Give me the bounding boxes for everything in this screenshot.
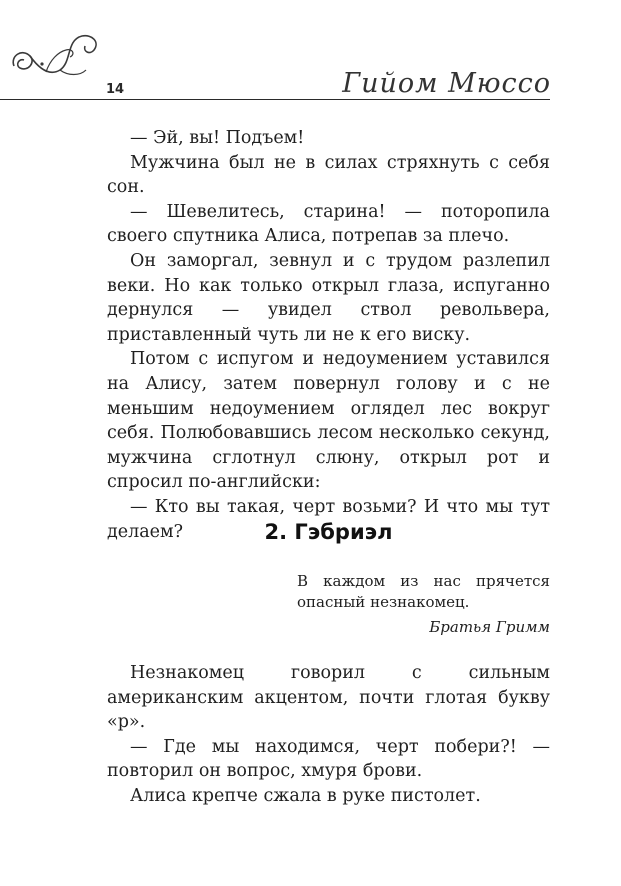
paragraph: — Где мы находимся, черт побери?! — повторил он вопрос, хмуря брови.: [107, 736, 550, 782]
chapter-title: 2. Гэбриэл: [264, 520, 393, 544]
page-header: [0, 0, 621, 110]
text-block-bottom: [107, 661, 550, 809]
epigraph-author: Братья Гримм: [429, 618, 550, 636]
paragraph: — Шевелитесь, старина! — поторопила своего спутника Алиса, потрепав за плечо.: [107, 201, 550, 247]
paragraph: — Эй, вы! Подъем!: [130, 128, 305, 148]
paragraph: Он заморгал, зевнул и с трудом разлепил веки. Но как только открыл глаза, испуганно дернулся — увидел ствол револьвера, приставленный чуть ли не к его виску.: [107, 250, 550, 345]
page-number: 14: [106, 82, 125, 97]
paragraph: — Кто вы такая, черт возьми? И что мы тут делаем?: [107, 496, 550, 542]
paragraph: Алиса крепче сжала в руке пистолет.: [130, 785, 481, 806]
paragraph: Незнакомец говорил с сильным американским акцентом, почти глотая букву «р».: [107, 663, 550, 733]
flourish-ornament-icon: [6, 26, 106, 86]
text-block-top: [107, 126, 550, 544]
running-head-author: Гийом Мюссо: [342, 68, 551, 99]
paragraph: Потом с испугом и недоумением уставился на Алису, затем повернул голову и с не меньшим недоумением оглядел лес вокруг себя. Полюбовавшись лесом несколько секунд, мужчина сглотнул слюну, открыл рот и спросил по-английски:: [107, 349, 550, 493]
paragraph: Мужчина был не в силах стряхнуть с себя сон.: [107, 152, 550, 198]
epigraph-text: В каждом из нас прячется опасный незнакомец.: [297, 572, 550, 611]
header-rule: [0, 99, 550, 100]
